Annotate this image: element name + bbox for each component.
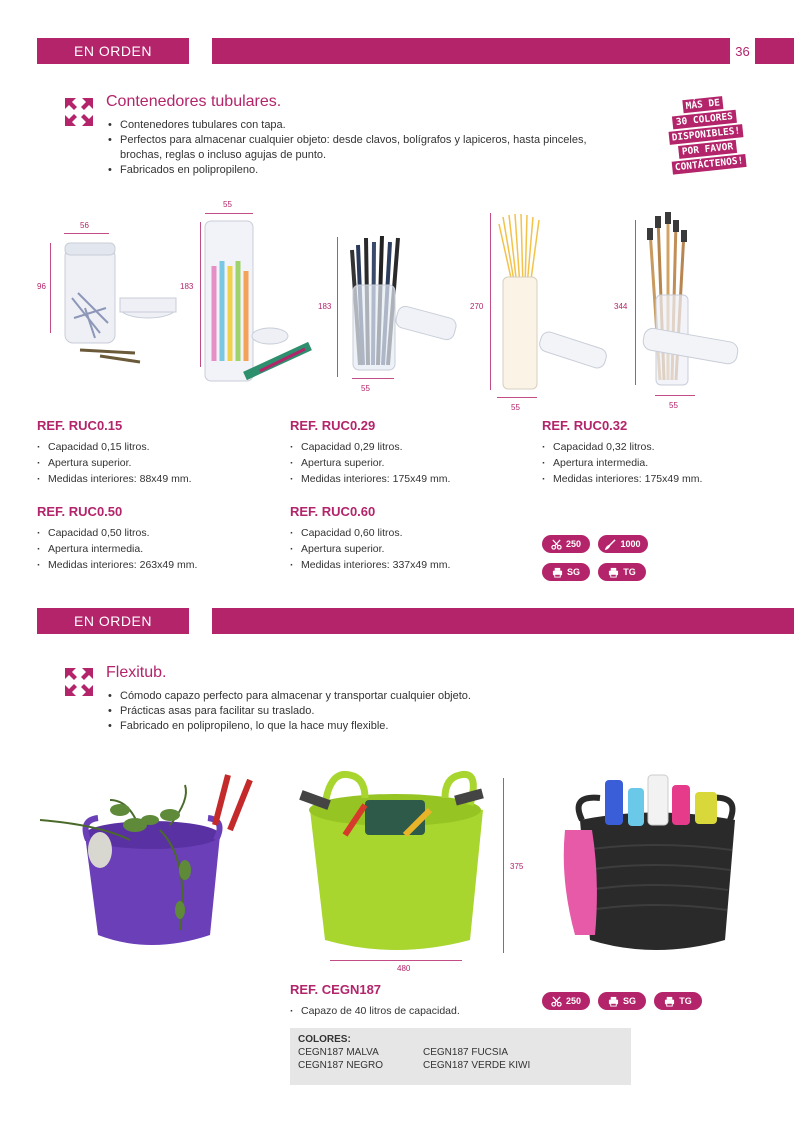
dimension-label: 480: [397, 964, 411, 973]
badge-label: TG: [679, 996, 692, 1006]
section-title: Contenedores tubulares.: [106, 93, 282, 110]
feature-item: • Cómodo capazo perfecto para almacenar y transportar cualquier objeto.: [108, 689, 588, 704]
spec-item: · Capacidad 0,29 litros.: [290, 439, 450, 455]
product-spec-list: [290, 439, 450, 487]
dimension-line: [352, 378, 394, 379]
expand-arrows-icon: [63, 96, 95, 128]
printer-icon: [664, 996, 675, 1007]
page-number: 36: [730, 38, 755, 64]
scissors-icon: [551, 996, 562, 1007]
dimension-line: [330, 960, 462, 961]
dimension-line: [490, 213, 491, 390]
spec-item: · Medidas interiores: 175x49 mm.: [542, 471, 702, 487]
product-spec-list: [37, 439, 192, 487]
dimension-label: 344: [614, 302, 628, 311]
dimension-label: 55: [361, 384, 370, 393]
badge-brush: [598, 535, 648, 553]
colors-title: COLORES:: [298, 1034, 351, 1045]
badge-printer-tg: [598, 563, 646, 581]
feature-item: • Contenedores tubulares con tapa.: [108, 118, 588, 133]
spec-item: · Apertura superior.: [290, 455, 450, 471]
dimension-label: 183: [180, 282, 194, 291]
color-item: CEGN187 FUCSIA: [423, 1047, 509, 1058]
dimension-label: 55: [669, 401, 678, 410]
feature-item: • Fabricado en polipropileno, lo que la hace muy flexible.: [108, 719, 588, 734]
container-ruc015-image: [60, 238, 180, 373]
product-ref: REF. RUC0.50: [37, 504, 123, 519]
color-item: CEGN187 VERDE KIWI: [423, 1060, 531, 1071]
feature-list: [108, 689, 588, 734]
color-item: CEGN187 MALVA: [298, 1047, 379, 1058]
promo-line: MÁS DE: [682, 96, 723, 113]
dimension-line: [50, 243, 51, 333]
feature-item: • Perfectos para almacenar cualquier objeto: desde clavos, bolígrafos y lapiceros, hasta pinceles, brochas, reglas o incluso agujas de punto.: [108, 133, 588, 163]
product-spec-list: [290, 1003, 460, 1019]
section-bar: [212, 38, 794, 64]
badge-printer-tg: [654, 992, 702, 1010]
scissors-icon: [551, 539, 562, 550]
color-item: CEGN187 NEGRO: [298, 1060, 384, 1071]
dimension-label: 375: [510, 862, 524, 871]
section-bar: [212, 608, 794, 634]
promo-line: CONTÁCTENOS!: [671, 154, 747, 175]
spec-item: · Apertura superior.: [37, 455, 192, 471]
spec-item: · Capacidad 0,32 litros.: [542, 439, 702, 455]
product-ref: REF. CEGN187: [290, 982, 382, 997]
colors-table: [290, 1028, 631, 1085]
spec-item: · Medidas interiores: 337x49 mm.: [290, 557, 450, 573]
dimension-line: [497, 397, 537, 398]
dimension-label: 96: [37, 282, 46, 291]
container-ruc060-image: [638, 210, 743, 390]
section-title: Flexitub.: [106, 664, 167, 681]
feature-item: • Fabricados en polipropileno.: [108, 163, 588, 178]
dimension-line: [503, 778, 504, 953]
badge-label: TG: [623, 567, 636, 577]
badge-scissors: [542, 992, 590, 1010]
black-tub-image: [560, 770, 740, 960]
spec-item: · Medidas interiores: 175x49 mm.: [290, 471, 450, 487]
spec-item: · Medidas interiores: 88x49 mm.: [37, 471, 192, 487]
badge-label: 1000: [620, 539, 641, 549]
product-ref: REF. RUC0.15: [37, 418, 123, 433]
feature-list: [108, 118, 588, 178]
spec-item: · Capacidad 0,50 litros.: [37, 525, 197, 541]
promo-line: 30 COLORES: [672, 110, 736, 130]
dimension-line: [655, 395, 695, 396]
colors-grid: [298, 1047, 623, 1071]
badge-label: 250: [565, 539, 582, 549]
printer-icon: [608, 567, 619, 578]
dimension-line: [64, 233, 109, 234]
feature-item: • Prácticas asas para facilitar su traslado.: [108, 704, 588, 719]
spec-item: · Apertura intermedia.: [37, 541, 197, 557]
green-tub-image: [295, 770, 495, 955]
spec-item: · Apertura intermedia.: [542, 455, 702, 471]
promo-stamp: [652, 91, 760, 178]
product-ref: REF. RUC0.29: [290, 418, 376, 433]
dimension-line: [635, 220, 636, 385]
product-spec-list: [290, 525, 450, 573]
spec-item: · Apertura superior.: [290, 541, 450, 557]
printer-icon: [608, 996, 619, 1007]
promo-line: POR FAVOR: [678, 140, 737, 159]
product-ref: REF. RUC0.32: [542, 418, 628, 433]
promo-line: DISPONIBLES!: [668, 124, 744, 145]
dimension-label: 56: [80, 221, 89, 230]
dimension-label: 55: [223, 200, 232, 209]
brush-icon: [605, 539, 616, 550]
dimension-label: 270: [470, 302, 484, 311]
product-spec-list: [542, 439, 702, 487]
container-ruc050-image: [495, 212, 610, 394]
badge-printer-sg: [542, 563, 590, 581]
dimension-line: [205, 213, 253, 214]
badge-printer-sg: [598, 992, 646, 1010]
section-bar-label: EN ORDEN: [37, 38, 189, 64]
purple-tub-image: [40, 770, 255, 960]
badge-scissors: [542, 535, 590, 553]
product-spec-list: [37, 525, 197, 573]
container-ruc032-image: [338, 230, 458, 375]
expand-arrows-icon: [63, 666, 95, 698]
spec-item: · Capacidad 0,15 litros.: [37, 439, 192, 455]
badge-label: SG: [566, 567, 580, 577]
product-ref: REF. RUC0.60: [290, 504, 376, 519]
badge-label: SG: [622, 996, 636, 1006]
spec-item: · Capazo de 40 litros de capacidad.: [290, 1003, 460, 1019]
printer-icon: [552, 567, 563, 578]
spec-item: · Capacidad 0,60 litros.: [290, 525, 450, 541]
container-ruc029-image: [200, 216, 320, 396]
spec-item: · Medidas interiores: 263x49 mm.: [37, 557, 197, 573]
dimension-label: 55: [511, 403, 520, 412]
section-bar-label: EN ORDEN: [37, 608, 189, 634]
badge-label: 250: [565, 996, 582, 1006]
dimension-label: 183: [318, 302, 332, 311]
